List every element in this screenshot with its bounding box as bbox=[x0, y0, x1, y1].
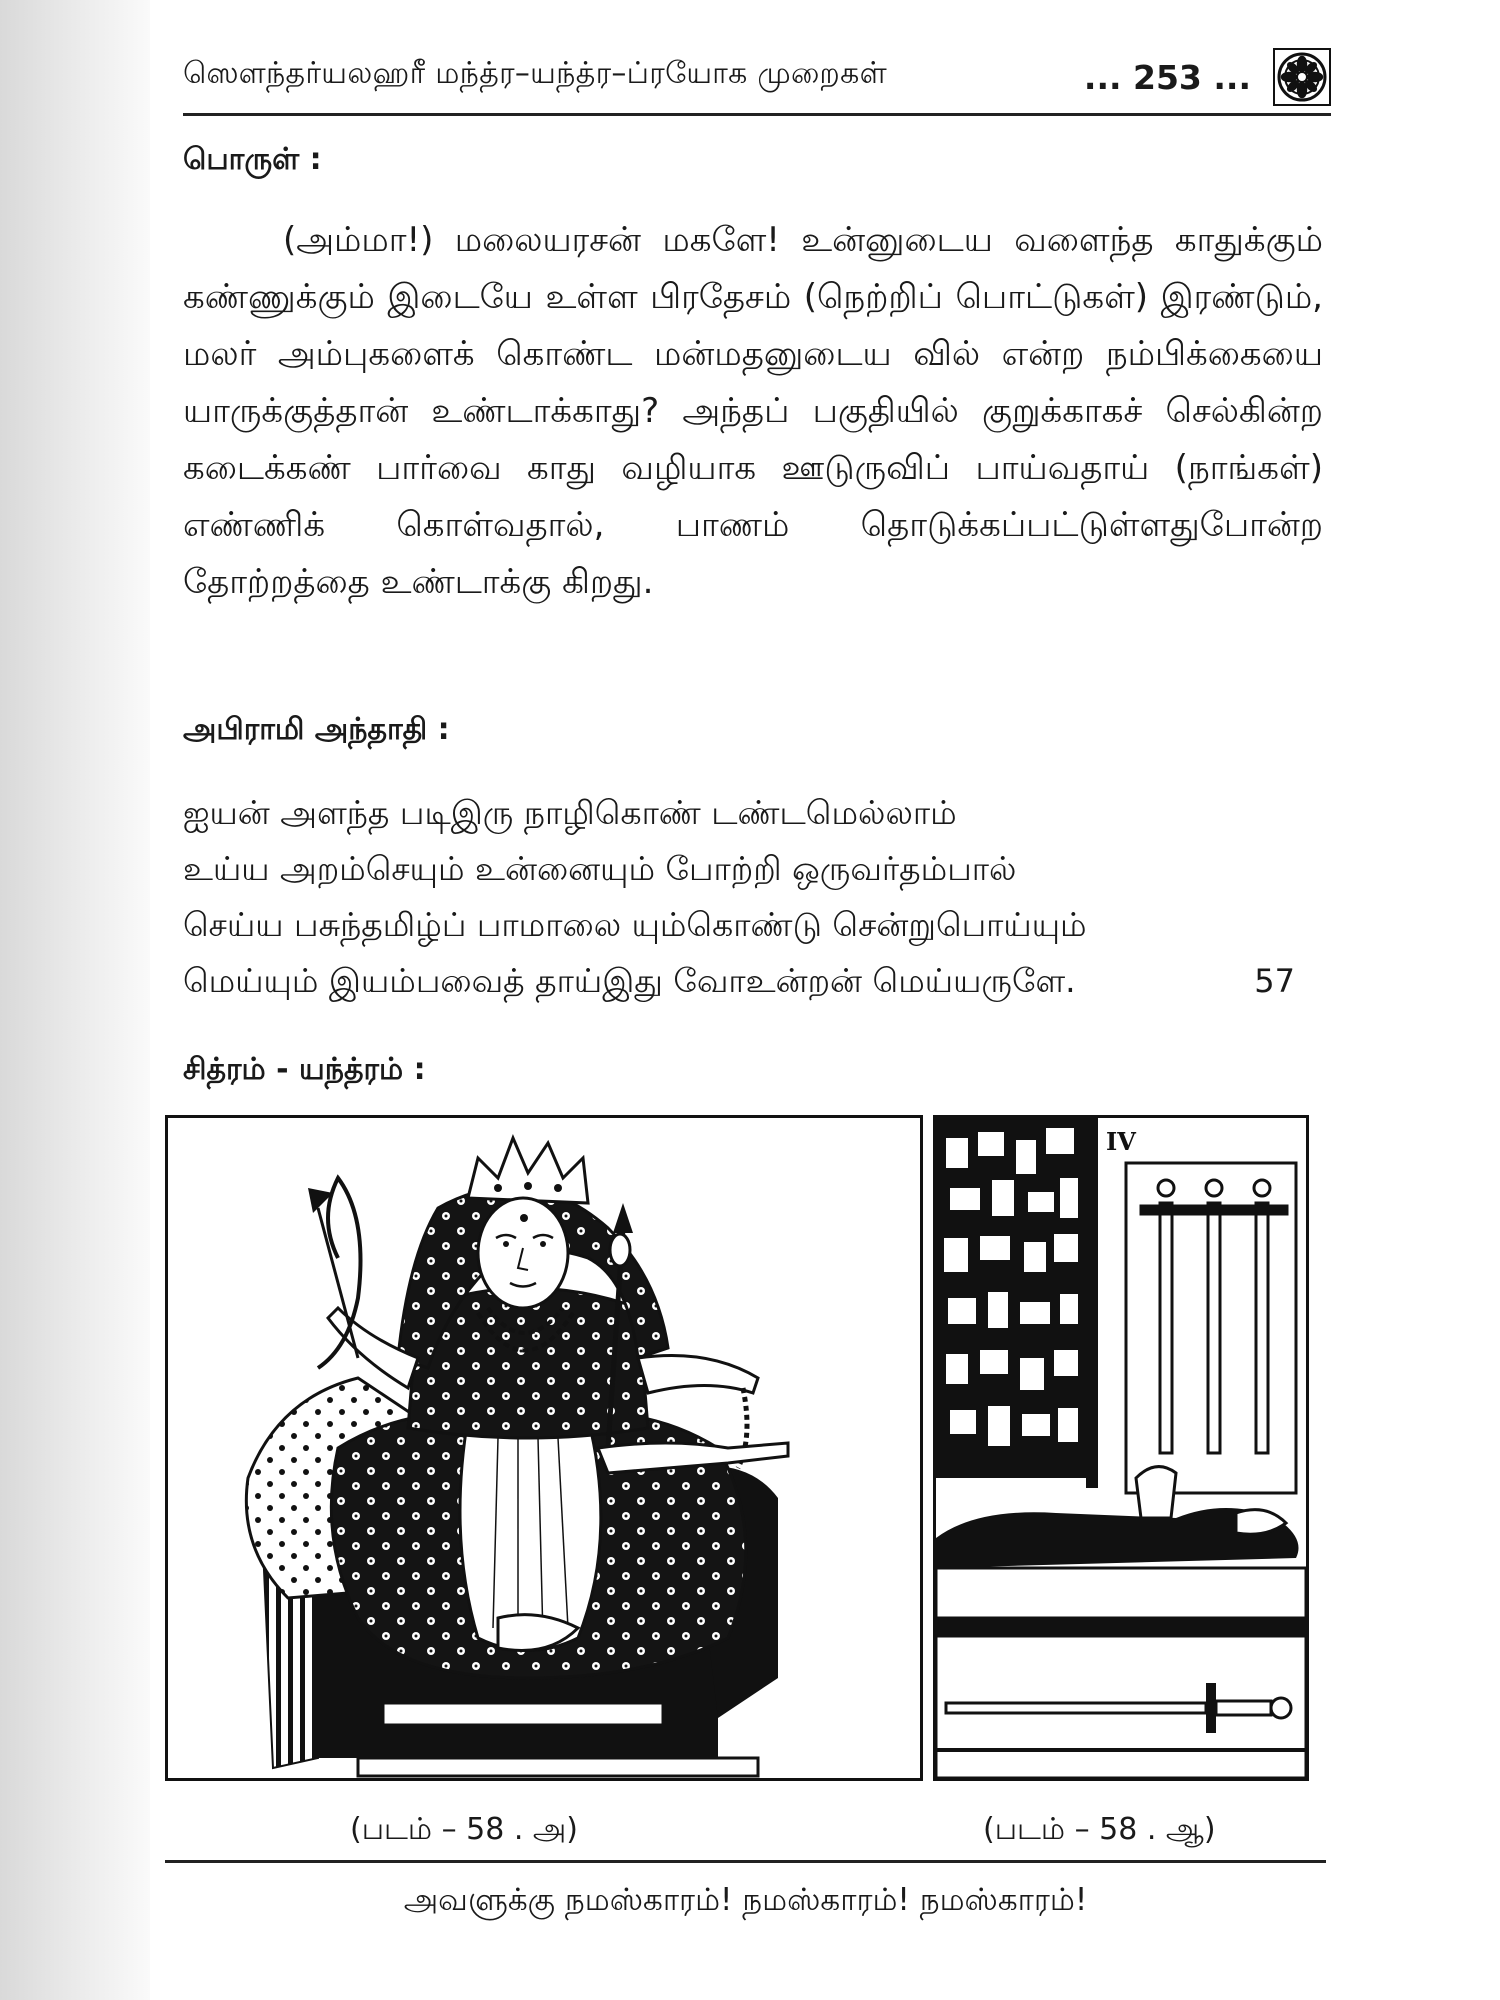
footer-salutation: அவளுக்கு நமஸ்காரம்! நமஸ்காரம்! நமஸ்காரம்! bbox=[403, 1882, 1088, 1918]
meaning-text: (அம்மா!) மலையரசன் மகளே! உன்னுடைய வளைந்த காதுக்கும் கண்ணுக்கும் இடையே உள்ள பிரதேசம் (நெற்றிப் பொட்டுகள்) இரண்டும், மலர் அம்புகளைக் கொண்ட மன்மதனுடைய வில் என்ற நம்பிக்கையை யாருக்குத்தான் உண்டாக்காது? அந்தப் பகுதியில் குறுக்காகச் செல்கின்ற கடைக்கண் பார்வை காது வழியாக ஊடுருவிப் பாய்வதாய் (நாங்கள்) எண்ணிக் கொள்வதால், பாணம் தொடுக்கப்பட்டுள்ளதுபோன்ற தோற்றத்தை உண்டாக்கு கிறது. bbox=[183, 220, 1323, 602]
tarot-numeral: IV bbox=[1106, 1127, 1136, 1156]
figures-heading: சித்ரம் - யந்த்ரம் : bbox=[183, 1052, 426, 1087]
goddess-illustration bbox=[168, 1118, 920, 1778]
tarot-card-frame bbox=[933, 1115, 1309, 1781]
verse-line: செய்ய பசுந்தமிழ்ப் பாமாலை யும்கொண்டு சென்றுபொய்யும் bbox=[183, 905, 1087, 944]
verse-heading: அபிராமி அந்தாதி : bbox=[183, 712, 450, 747]
goddess-illustration-frame bbox=[165, 1115, 923, 1781]
right-figure-caption: (படம் – 58 . ஆ) bbox=[983, 1812, 1216, 1847]
header-title: ஸௌந்தர்யலஹரீ மந்த்ர–யந்த்ர–ப்ரயோக முறைகள் bbox=[183, 56, 887, 91]
lotus-emblem-icon bbox=[1273, 48, 1331, 106]
verse-block bbox=[183, 785, 1323, 1009]
verse-line: உய்ய அறம்செயும் உன்னையும் போற்றி ஒருவர்தம்பால் bbox=[183, 849, 1017, 888]
tarot-card-illustration bbox=[936, 1118, 1306, 1778]
verse-number: 57 bbox=[1254, 962, 1295, 1000]
book-spine-shadow bbox=[0, 0, 150, 2000]
header-rule bbox=[183, 113, 1331, 116]
footer-rule bbox=[165, 1860, 1326, 1863]
meaning-heading: பொருள் : bbox=[183, 142, 322, 177]
book-page bbox=[165, 0, 1340, 2000]
verse-line: மெய்யும் இயம்பவைத் தாய்இது வோஉன்றன் மெய்யருளே. bbox=[183, 961, 1076, 1000]
meaning-paragraph bbox=[183, 212, 1323, 611]
verse-line: ஐயன் அளந்த படிஇரு நாழிகொண் டண்டமெல்லாம் bbox=[183, 793, 957, 832]
running-header bbox=[183, 48, 1331, 110]
left-figure-caption: (படம் – 58 . அ) bbox=[350, 1812, 578, 1847]
page-number: ... 253 ... bbox=[1083, 58, 1251, 97]
